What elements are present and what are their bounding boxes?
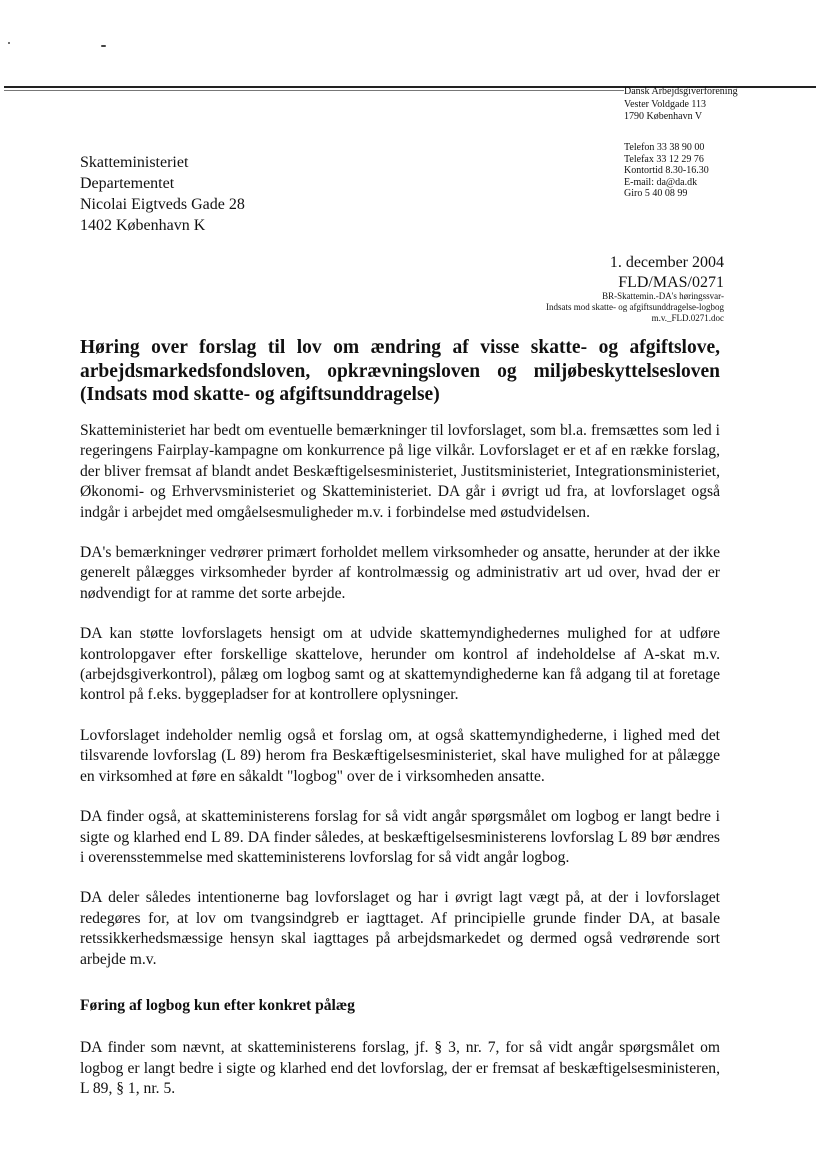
letter-body [80, 421, 720, 1120]
recipient-line: 1402 København K [80, 217, 206, 234]
letter-reference: FLD/MAS/0271 [618, 274, 724, 291]
body-paragraph: Skatteministeriet har bedt om eventuelle bemærkninger til lovforslaget, som bl.a. fremsættes som led i regeringens Fairplay-kampagne om konkurrence på lige vilkår. Lovforslaget er et af en række forslag, der bliver fremsat af blandt andet Beskæftigelsesministeriet, Justitsministeriet, Integrationsministeriet, Økonomi- og Erhvervsministeriet og Skatteministeriet. DA går i øvrigt ud fra, at lovforslaget også indgår i arbejdet med omgåelsesmuligheder m.v. i forbindelse med østudvidelsen. [80, 422, 720, 521]
letter-date: 1. december 2004 [609, 254, 724, 271]
scan-speck [8, 42, 10, 44]
contact-email: E-mail: da@da.dk [624, 176, 698, 188]
scan-speck [101, 45, 106, 47]
sender-street: Vester Voldgade 113 [624, 98, 707, 110]
body-paragraph: DA's bemærkninger vedrører primært forholdet mellem virksomheder og ansatte, herunder at der ikke generelt pålægges virksomheder byrder af kontrolmæssig og administrativ art ud over, hvad der er nødvendigt for at ramme det sorte arbejde. [80, 544, 720, 602]
document-title: Høring over forslag til lov om ændring af visse skatte- og afgiftslove, arbejdsmarkedsfondsloven, opkrævningsloven og miljøbeskyttelsesloven (Indsats mod skatte- og afgiftsunddragelse) [80, 337, 720, 405]
recipient-address [80, 152, 245, 236]
file-reference-line: BR-Skattemin.-DA's høringssvar- [602, 291, 724, 301]
body-paragraph: DA finder som nævnt, at skatteministerens forslag, jf. § 3, nr. 7, for så vidt angår spørgsmålet om logbog er langt bedre i sigte og klarhed end det lovforslag, der er fremsat af beskæftigelsesministeren, L 89, § 1, nr. 5. [80, 1039, 720, 1098]
header-rule-thin [4, 90, 624, 91]
sender-address [624, 86, 814, 124]
contact-giro: Giro 5 40 08 99 [624, 188, 688, 199]
file-reference [546, 291, 724, 324]
recipient-line: Departementet [80, 175, 175, 192]
sender-city: 1790 København V [624, 111, 703, 122]
contact-fax: Telefax 33 12 29 76 [624, 153, 704, 165]
recipient-line: Skatteministeriet [80, 154, 189, 171]
date-reference [610, 253, 724, 293]
sender-org: Dansk Arbejdsgiverforening [624, 86, 738, 97]
body-paragraph: DA kan støtte lovforslagets hensigt om at udvide skattemyndighedernes mulighed for at udføre kontrolopgaver efter forskellige skattelove, herunder om kontrol af indeholdelse af A-skat m.v. (arbejdsgiverkontrol), pålæg om logbog samt og at skattemyndighederne kan få adgang til at foretage kontrol på f.eks. byggepladser for at kontrollere oplysninger. [80, 625, 720, 704]
contact-hours: Kontortid 8.30-16.30 [624, 165, 709, 176]
recipient-line: Nicolai Eigtveds Gade 28 [80, 196, 245, 213]
contact-phone: Telefon 33 38 90 00 [624, 142, 705, 153]
body-paragraph: DA finder også, at skatteministerens forslag for så vidt angår spørgsmålet om logbog er langt bedre i sigte og klarhed end L 89. DA finder således, at beskæftigelsesministerens lovforslag L 89 bør ændres i overensstemmelse med skatteministerens lovforslag for så vidt angår logbog. [80, 808, 720, 866]
file-reference-line: Indsats mod skatte- og afgiftsunddragelse-logbog [546, 302, 724, 312]
sender-contact [624, 142, 814, 200]
section-heading: Føring af logbog kun efter konkret pålæg [80, 996, 355, 1014]
body-paragraph: DA deler således intentionerne bag lovforslaget og har i øvrigt lagt vægt på, at der i lovforslaget redegøres for, at lov om tvangsindgreb er iagttaget. Af principielle grunde finder DA, at basale retssikkerhedsmæssige hensyn skal iagttages på arbejdsmarkedet og dermed også vedrørende sort arbejde m.v. [80, 889, 720, 968]
file-reference-line: m.v._FLD.0271.doc [651, 313, 724, 323]
body-paragraph: Lovforslaget indeholder nemlig også et forslag om, at også skattemyndighederne, i lighed med det tilsvarende lovforslag (L 89) herom fra Beskæftigelsesministeriet, skal have mulighed for at pålægge en virksomhed at føre en såkaldt "logbog" over de i virksomheden ansatte. [80, 726, 720, 785]
